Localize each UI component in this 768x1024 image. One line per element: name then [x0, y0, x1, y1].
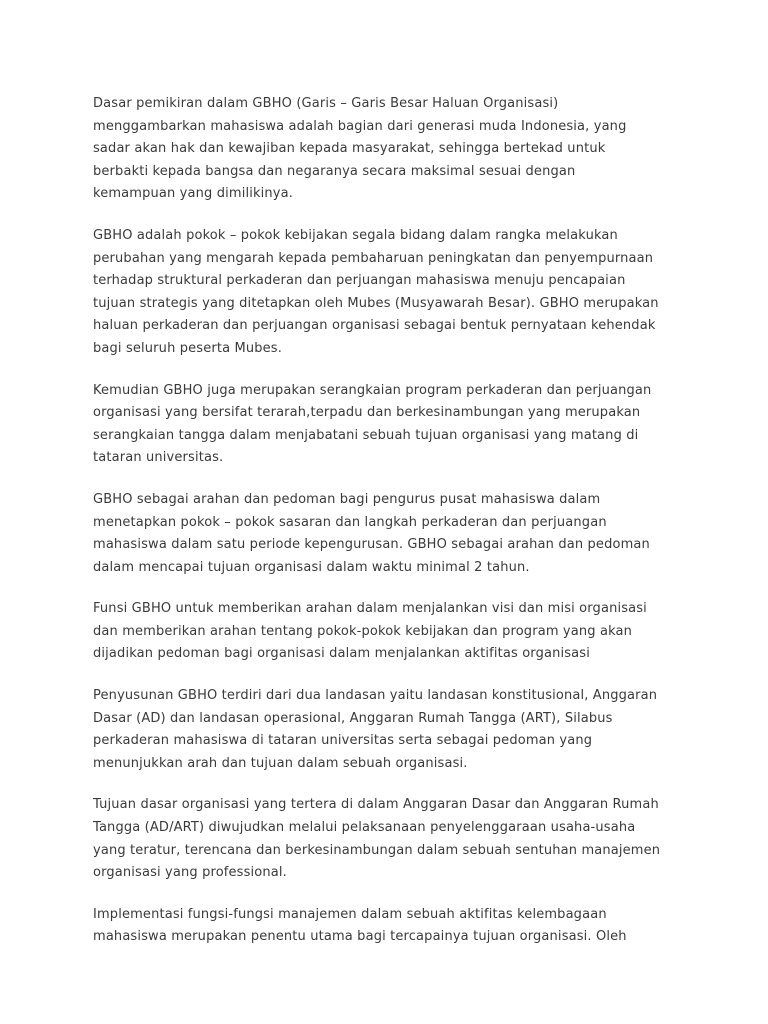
- paragraph-penyusunan-gbho: Penyusunan GBHO terdiri dari dua landasan yaitu landasan konstitusional, Anggaran Dasar (AD) dan landasan operasional, Anggaran Rumah Tangga (ART), Silabus perkaderan mahasiswa di tataran universitas serta sebagai pedoman yang menunjukkan arah dan tujuan dalam sebuah organisasi.: [93, 688, 658, 771]
- document-body: [93, 93, 683, 968]
- paragraph-tujuan-dasar: Tujuan dasar organisasi yang tertera di dalam Anggaran Dasar dan Anggaran Rumah Tangga (AD/ART) diwujudkan melalui pelaksanaan penyelenggaraan usaha-usaha yang teratur, terencana dan berkesinambungan dalam sebuah sentuhan manajemen organisasi yang professional.: [93, 797, 661, 881]
- paragraph-dasar-pemikiran: Dasar pemikiran dalam GBHO (Garis – Garis Besar Haluan Organisasi) menggambarkan mahasiswa adalah bagian dari generasi muda Indonesia, yang sadar akan hak dan kewajiban kepada masyarakat, sehingga bertekad untuk berbakti kepada bangsa dan negaranya secara maksimal sesuai dengan kemampuan yang dimilikinya.: [93, 96, 627, 202]
- paragraph-arahan-pedoman: GBHO sebagai arahan dan pedoman bagi pengurus pusat mahasiswa dalam menetapkan pokok – pokok sasaran dan langkah perkaderan dan perjuangan mahasiswa dalam satu periode kepengurusan. GBHO sebagai arahan dan pedoman dalam mencapai tujuan organisasi dalam waktu minimal 2 tahun.: [93, 491, 650, 575]
- paragraph-implementasi-manajemen: Implementasi fungsi-fungsi manajemen dalam sebuah aktifitas kelembagaan mahasiswa merupakan penentu utama bagi tercapainya tujuan organisasi. Oleh: [93, 906, 627, 945]
- paragraph-fungsi-gbho: Funsi GBHO untuk memberikan arahan dalam menjalankan visi dan misi organisasi dan memberikan arahan tentang pokok-pokok kebijakan dan program yang akan dijadikan pedoman bagi organisasi dalam menjalankan aktifitas organisasi: [93, 601, 647, 662]
- paragraph-gbho-pokok-kebijakan: GBHO adalah pokok – pokok kebijakan segala bidang dalam rangka melakukan perubahan yang mengarah kepada pembaharuan peningkatan dan penyempurnaan terhadap struktural perkaderan dan perjuangan mahasiswa menuju pencapaian tujuan strategis yang ditetapkan oleh Mubes (Musyawarah Besar). GBHO merupakan haluan perkaderan dan perjuangan organisasi sebagai bentuk pernyataan kehendak bagi seluruh peserta Mubes.: [93, 227, 659, 356]
- paragraph-program-perkaderan: Kemudian GBHO juga merupakan serangkaian program perkaderan dan perjuangan organisasi yang bersifat terarah,terpadu dan berkesinambungan yang merupakan serangkaian tangga dalam menjabatani sebuah tujuan organisasi yang matang di tataran universitas.: [93, 382, 652, 466]
